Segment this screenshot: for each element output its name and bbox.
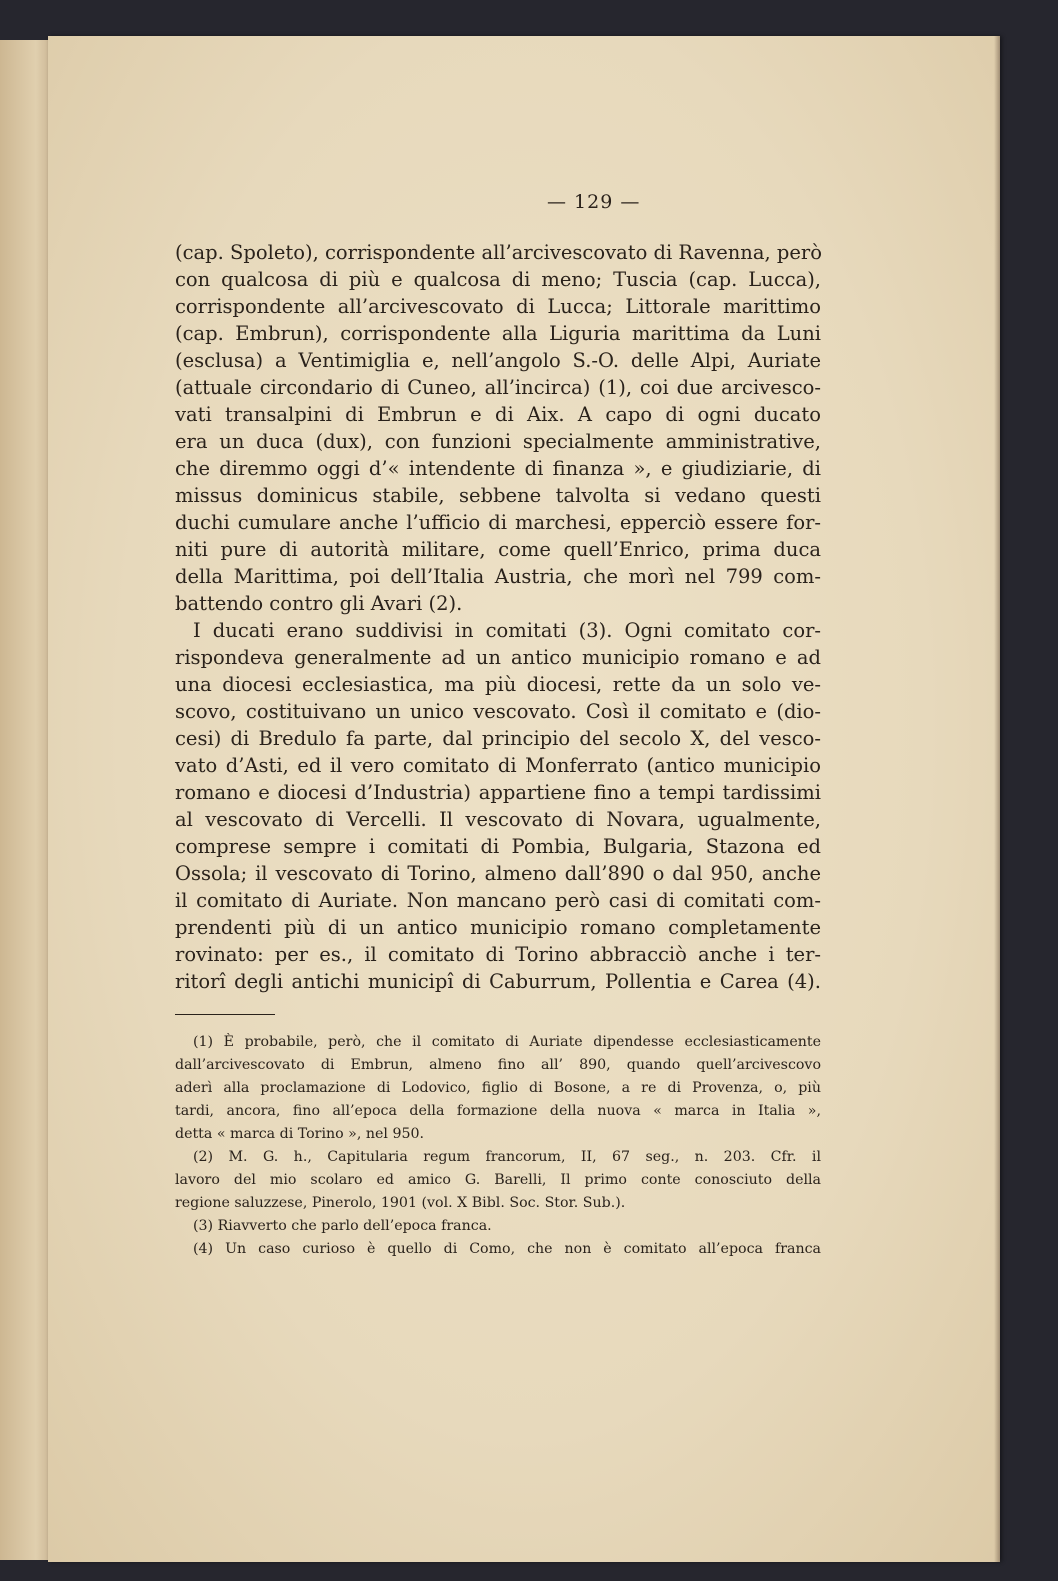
body-line: vato d’Asti, ed il vero comitato di Monferrato (antico municipio xyxy=(175,754,821,777)
body-line: prendenti più di un antico municipio romano completamente xyxy=(175,916,821,939)
body-line: scovo, costituivano un unico vescovato. Così il comitato e (dio- xyxy=(175,700,821,723)
body-line: il comitato di Auriate. Non mancano però casi di comitati com- xyxy=(175,889,821,912)
body-line: con qualcosa di più e qualcosa di meno; Tuscia (cap. Lucca), xyxy=(175,268,821,291)
body-line: niti pure di autorità militare, come quell’Enrico, prima duca xyxy=(175,538,821,561)
body-line: vati transalpini di Embrun e di Aix. A capo di ogni ducato xyxy=(175,403,821,426)
body-line: rovinato: per es., il comitato di Torino abbracciò anche i ter- xyxy=(175,943,821,966)
book-page xyxy=(48,36,1000,1562)
body-line: duchi cumulare anche l’ufficio di marchesi, epperciò essere for- xyxy=(175,511,821,534)
page-number: — 129 — xyxy=(547,191,641,213)
footnote-line: detta « marca di Torino », nel 950. xyxy=(175,1126,425,1142)
body-line: (attuale circondario di Cuneo, all’incirca) (1), coi due arcivesco- xyxy=(175,376,821,399)
footnote-line: dall’arcivescovato di Embrun, almeno fino all’ 890, quando quell’arcivescovo xyxy=(175,1057,821,1073)
footnote-line: tardi, ancora, fino all’epoca della formazione della nuova « marca in Italia », xyxy=(175,1103,821,1119)
body-line: (cap. Embrun), corrispondente alla Liguria marittima da Luni xyxy=(175,322,821,345)
footnote-line: (2) M. G. h., Capitularia regum francorum, II, 67 seg., n. 203. Cfr. il xyxy=(193,1149,821,1165)
body-line: che diremmo oggi d’« intendente di finanza », e giudiziarie, di xyxy=(175,457,821,480)
body-line: era un duca (dux), con funzioni specialmente amministrative, xyxy=(175,430,821,453)
body-line: corrispondente all’arcivescovato di Lucca; Littorale marittimo xyxy=(175,295,821,318)
footnote-separator xyxy=(175,1014,275,1015)
footnote-line: aderì alla proclamazione di Lodovico, figlio di Bosone, a re di Provenza, o, più xyxy=(175,1080,821,1096)
footnote-line: (1) È probabile, però, che il comitato di Auriate dipendesse ecclesiasticamente xyxy=(193,1034,821,1050)
body-line: ritorî degli antichi municipî di Caburrum, Pollentia e Carea (4). xyxy=(175,970,821,993)
footnote-line: regione saluzzese, Pinerolo, 1901 (vol. X Bibl. Soc. Stor. Sub.). xyxy=(175,1195,626,1211)
footnote-line: (4) Un caso curioso è quello di Como, che non è comitato all’epoca franca xyxy=(193,1241,821,1257)
body-line: una diocesi ecclesiastica, ma più diocesi, rette da un solo ve- xyxy=(175,673,821,696)
body-line: rispondeva generalmente ad un antico municipio romano e ad xyxy=(175,646,821,669)
body-line: battendo contro gli Avari (2). xyxy=(175,592,463,615)
footnote-line: lavoro del mio scolaro ed amico G. Barelli, Il primo conte conosciuto della xyxy=(175,1172,821,1188)
body-line: della Marittima, poi dell’Italia Austria, che morì nel 799 com- xyxy=(175,565,821,588)
body-line: romano e diocesi d’Industria) appartiene fino a tempi tardissimi xyxy=(175,781,821,804)
body-line: missus dominicus stabile, sebbene talvolta si vedano questi xyxy=(175,484,821,507)
body-line: Ossola; il vescovato di Torino, almeno dall’890 o dal 950, anche xyxy=(175,862,821,885)
body-line: (esclusa) a Ventimiglia e, nell’angolo S.-O. delle Alpi, Auriate xyxy=(175,349,821,372)
footnote-line: (3) Riavverto che parlo dell’epoca franca. xyxy=(193,1218,492,1234)
body-line: comprese sempre i comitati di Pombia, Bulgaria, Stazona ed xyxy=(175,835,821,858)
body-line: (cap. Spoleto), corrispondente all’arcivescovato di Ravenna, però xyxy=(175,241,822,264)
body-line: I ducati erano suddivisi in comitati (3). Ogni comitato cor- xyxy=(193,619,821,642)
body-line: al vescovato di Vercelli. Il vescovato di Novara, ugualmente, xyxy=(175,808,821,831)
body-line: cesi) di Bredulo fa parte, dal principio del secolo X, del vesco- xyxy=(175,727,821,750)
